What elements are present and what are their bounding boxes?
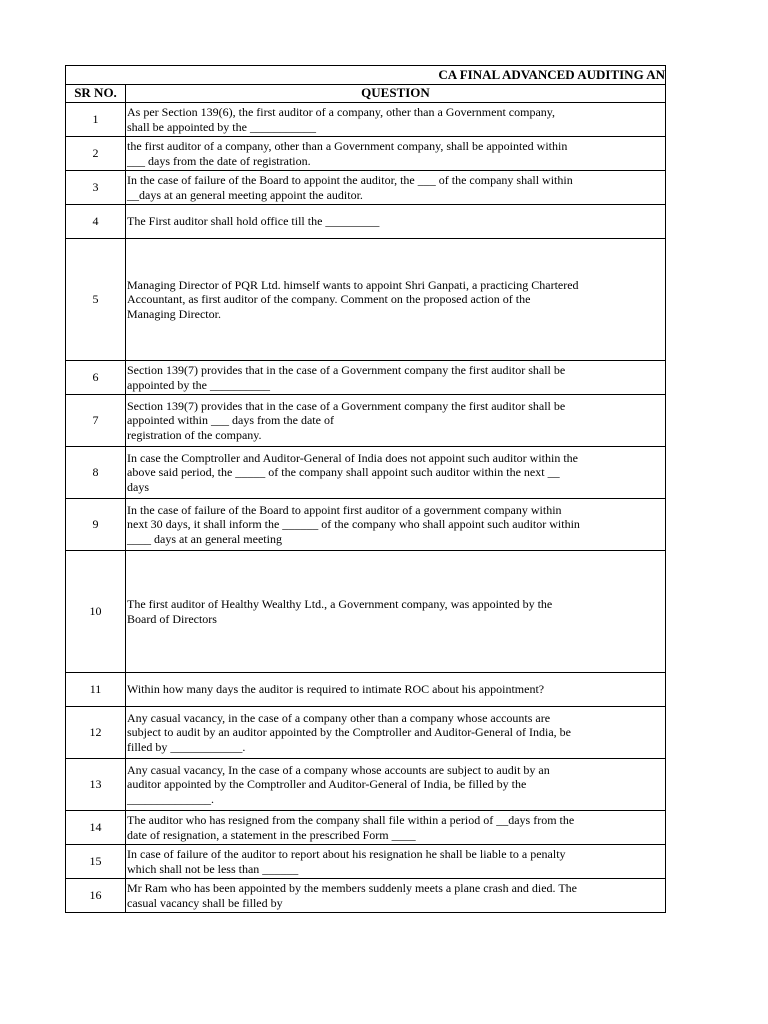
question-text-line: Managing Director of PQR Ltd. himself wants to appoint Shri Ganpati, a practicing Chartered — [127, 277, 579, 292]
sr-number-cell: 7 — [66, 395, 126, 447]
question-text-line: days — [127, 479, 149, 494]
question-text-line: Any casual vacancy, in the case of a company other than a company whose accounts are — [127, 710, 551, 725]
question-cell — [126, 395, 666, 447]
question-text-line: Section 139(7) provides that in the case of a Government company the first auditor shall be — [127, 398, 566, 413]
sr-number-cell: 6 — [66, 361, 126, 395]
header-question: QUESTION — [126, 85, 666, 103]
question-text-line: ______________. — [127, 791, 214, 806]
question-text-line: Mr Ram who has been appointed by the members suddenly meets a plane crash and died. The — [127, 880, 577, 895]
question-cell — [126, 171, 666, 205]
table-row — [66, 551, 666, 673]
table-row — [66, 845, 666, 879]
sr-number-cell: 10 — [66, 551, 126, 673]
question-cell — [126, 759, 666, 811]
question-cell — [126, 707, 666, 759]
question-cell — [126, 499, 666, 551]
question-text-line: Managing Director. — [127, 306, 221, 321]
table-row — [66, 205, 666, 239]
table-row — [66, 879, 666, 913]
table-row — [66, 103, 666, 137]
table-row — [66, 447, 666, 499]
question-sheet — [65, 65, 665, 913]
question-text-line: Within how many days the auditor is required to intimate ROC about his appointment? — [127, 682, 545, 697]
question-text-line: filled by ____________. — [127, 739, 246, 754]
question-cell — [126, 137, 666, 171]
question-text-line: above said period, the _____ of the company shall appoint such auditor within the next __ — [127, 465, 560, 480]
question-text-line: Board of Directors — [127, 611, 217, 626]
question-text-line: subject to audit by an auditor appointed by the Comptroller and Auditor-General of India, be — [127, 725, 571, 740]
sr-number-cell: 4 — [66, 205, 126, 239]
question-text-line: next 30 days, it shall inform the ______ of the company who shall appoint such auditor within — [127, 517, 580, 532]
question-text-line: Section 139(7) provides that in the case of a Government company the first auditor shall be — [127, 362, 566, 377]
table-row — [66, 395, 666, 447]
question-text-line: Any casual vacancy, In the case of a company whose accounts are subject to audit by an — [127, 762, 550, 777]
question-cell — [126, 103, 666, 137]
sr-number-cell: 12 — [66, 707, 126, 759]
sr-number-cell: 16 — [66, 879, 126, 913]
table-row — [66, 361, 666, 395]
question-text-line: In the case of failure of the Board to appoint first auditor of a government company within — [127, 502, 562, 517]
table-row — [66, 811, 666, 845]
table-row — [66, 707, 666, 759]
question-table — [65, 65, 666, 913]
question-text-line: In case of failure of the auditor to report about his resignation he shall be liable to a penalty — [127, 846, 566, 861]
question-text-line: registration of the company. — [127, 427, 262, 442]
question-cell — [126, 447, 666, 499]
question-text-line: The First auditor shall hold office till the _________ — [127, 214, 380, 229]
question-text-line: As per Section 139(6), the first auditor of a company, other than a Government company, — [127, 104, 555, 119]
sr-number-cell: 13 — [66, 759, 126, 811]
title-row — [66, 66, 666, 85]
question-text-line: shall be appointed by the ___________ — [127, 119, 316, 134]
question-text-line: The auditor who has resigned from the company shall file within a period of __days from the — [127, 812, 575, 827]
question-text-line: casual vacancy shall be filled by — [127, 895, 283, 910]
table-row — [66, 137, 666, 171]
table-row — [66, 673, 666, 707]
question-text-line: In case the Comptroller and Auditor-General of India does not appoint such auditor within the — [127, 450, 578, 465]
sr-number-cell: 1 — [66, 103, 126, 137]
sr-number-cell: 15 — [66, 845, 126, 879]
question-cell — [126, 811, 666, 845]
question-text-line: the first auditor of a company, other than a Government company, shall be appointed within — [127, 138, 568, 153]
sr-number-cell: 11 — [66, 673, 126, 707]
question-text-line: The first auditor of Healthy Wealthy Ltd., a Government company, was appointed by the — [127, 596, 553, 611]
table-row — [66, 171, 666, 205]
header-row — [66, 85, 666, 103]
sr-number-cell: 8 — [66, 447, 126, 499]
question-text-line: appointed within ___ days from the date of — [127, 413, 334, 428]
question-text-line: ____ days at an general meeting — [127, 531, 282, 546]
question-text-line: __days at an general meeting appoint the auditor. — [127, 187, 363, 202]
sr-number-cell: 2 — [66, 137, 126, 171]
question-text-line: which shall not be less than ______ — [127, 861, 299, 876]
sheet-title: CA FINAL ADVANCED AUDITING AN — [66, 66, 666, 85]
header-sr-no: SR NO. — [66, 85, 126, 103]
question-cell — [126, 879, 666, 913]
sr-number-cell: 3 — [66, 171, 126, 205]
question-cell — [126, 673, 666, 707]
question-rows — [66, 103, 666, 913]
sr-number-cell: 14 — [66, 811, 126, 845]
question-cell — [126, 361, 666, 395]
question-text-line: date of resignation, a statement in the prescribed Form ____ — [127, 827, 416, 842]
table-row — [66, 759, 666, 811]
question-cell — [126, 205, 666, 239]
question-cell — [126, 239, 666, 361]
sr-number-cell: 9 — [66, 499, 126, 551]
table-row — [66, 239, 666, 361]
question-text-line: Accountant, as first auditor of the company. Comment on the proposed action of the — [127, 292, 531, 307]
question-cell — [126, 845, 666, 879]
question-text-line: auditor appointed by the Comptroller and Auditor-General of India, be filled by the — [127, 777, 527, 792]
question-text-line: In the case of failure of the Board to appoint the auditor, the ___ of the company shall within — [127, 172, 573, 187]
table-row — [66, 499, 666, 551]
question-text-line: appointed by the __________ — [127, 377, 270, 392]
question-cell — [126, 551, 666, 673]
sr-number-cell: 5 — [66, 239, 126, 361]
question-text-line: ___ days from the date of registration. — [127, 153, 311, 168]
